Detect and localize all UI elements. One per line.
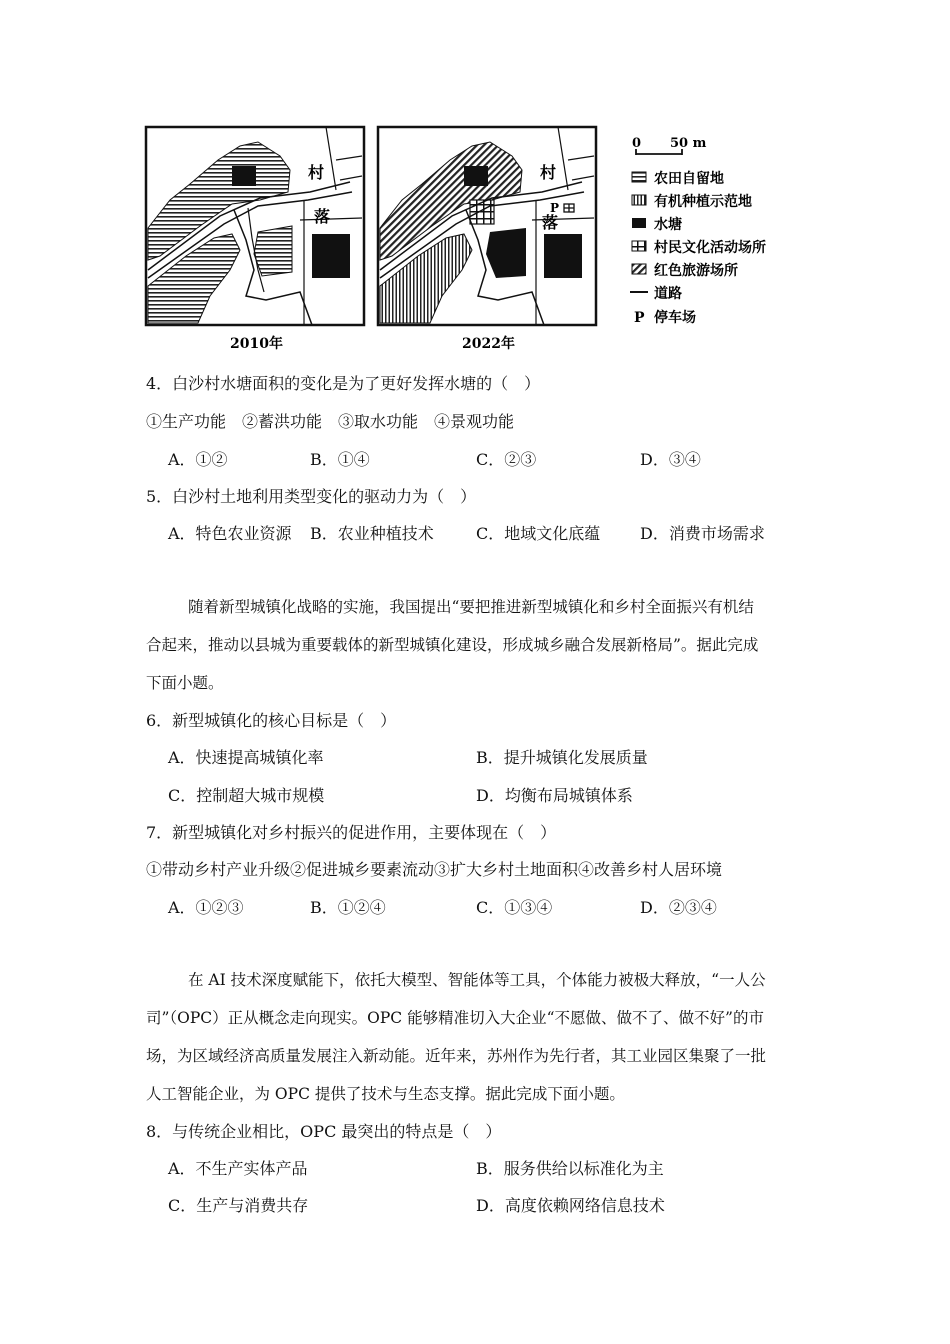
q8-option-a[interactable]: A．不生产实体产品 (168, 1159, 308, 1178)
q5-option-a[interactable]: A．特色农业资源 (168, 524, 292, 543)
legend (630, 170, 766, 326)
q6-option-c[interactable]: C．控制超大城市规模 (168, 786, 325, 805)
legend-label-farmland: 农田自留地 (654, 171, 724, 187)
q5-option-b[interactable]: B．农业种植技术 (310, 524, 434, 543)
q8-option-d[interactable]: D．高度依赖网络信息技术 (476, 1196, 665, 1215)
legend-label-tourism: 红色旅游场所 (654, 263, 738, 279)
q5-option-c[interactable]: C．地域文化底蕴 (476, 524, 601, 543)
year-label-2022: 2022年 (462, 336, 515, 352)
q7-stem: 7．新型城镇化对乡村振兴的促进作用，主要体现在（ ） (146, 823, 557, 842)
q7-option-d[interactable]: D．②③④ (640, 898, 717, 917)
pond-2010-small (232, 166, 256, 186)
village-char-luo-2010: 落 (314, 207, 331, 226)
q4-option-a[interactable]: A．①② (168, 450, 228, 469)
passage2-line-2: 司”（OPC）正从概念走向现实。OPC 能够精准切入大企业“不愿做、做不了、做不好”的市 (146, 1009, 764, 1027)
q4-items: ①生产功能 ②蓄洪功能 ③取水功能 ④景观功能 (146, 412, 515, 431)
legend-swatch-parking: P (634, 310, 645, 326)
q8-stem: 8．与传统企业相比，OPC 最突出的特点是（ ） (146, 1122, 502, 1141)
legend-swatch-tourism (632, 264, 646, 274)
legend-swatch-cultural (632, 241, 646, 251)
legend-swatch-farmland (632, 172, 646, 182)
passage2-line-1: 在 AI 技术深度赋能下，依托大模型、智能体等工具，个体能力被极大释放，“一人公 (188, 971, 766, 989)
parking-mark-2022: P (550, 201, 560, 215)
village-char-cun-2010: 村 (308, 163, 325, 182)
legend-label-cultural: 村民文化活动场所 (654, 240, 766, 256)
scale-zero: 0 (632, 136, 642, 151)
q6-stem: 6．新型城镇化的核心目标是（ ） (146, 711, 397, 730)
q4-option-d[interactable]: D．③④ (640, 450, 701, 469)
q6-option-d[interactable]: D．均衡布局城镇体系 (476, 786, 633, 805)
pond-2010-large (312, 234, 350, 278)
scale-bar (632, 136, 707, 155)
legend-swatch-pond (632, 218, 646, 228)
village-char-luo-2022: 落 (542, 213, 559, 232)
q7-option-b[interactable]: B．①②④ (310, 898, 386, 917)
legend-label-parking: 停车场 (654, 310, 696, 326)
q4-stem: 4．白沙村水塘面积的变化是为了更好发挥水塘的（ ） (146, 374, 541, 393)
passage2-line-4: 人工智能企业，为 OPC 提供了技术与生态支撑。据此完成下面小题。 (146, 1085, 625, 1103)
scale-value: 50 m (670, 136, 707, 151)
legend-label-road: 道路 (654, 286, 682, 302)
q4-option-c[interactable]: C．②③ (476, 450, 537, 469)
farmland-2010-right (254, 226, 292, 276)
q6-option-a[interactable]: A．快速提高城镇化率 (168, 748, 324, 767)
q8-option-c[interactable]: C．生产与消费共存 (168, 1196, 309, 1215)
legend-label-organic: 有机种植示范地 (654, 194, 752, 210)
q6-option-b[interactable]: B．提升城镇化发展质量 (476, 748, 648, 767)
q7-option-a[interactable]: A．①②③ (168, 898, 244, 917)
q8-option-b[interactable]: B．服务供给以标准化为主 (476, 1159, 664, 1178)
pond-2022-small (464, 166, 488, 186)
land-use-map-figure (140, 120, 766, 355)
q4-option-b[interactable]: B．①④ (310, 450, 370, 469)
passage1-line-1: 随着新型城镇化战略的实施，我国提出“要把推进新型城镇化和乡村全面振兴有机结 (188, 598, 754, 616)
q7-option-c[interactable]: C．①③④ (476, 898, 553, 917)
passage1-line-3: 下面小题。 (146, 674, 224, 692)
legend-swatch-organic (632, 195, 646, 205)
map-2010 (146, 127, 364, 325)
village-char-cun-2022: 村 (540, 163, 557, 182)
map-2022 (378, 127, 596, 325)
q5-option-d[interactable]: D．消费市场需求 (640, 524, 765, 543)
pond-2022-large (544, 234, 582, 278)
legend-label-pond: 水塘 (654, 217, 682, 233)
cultural-venue-2022 (470, 200, 494, 224)
passage2-line-3: 场，为区域经济高质量发展注入新动能。近年来，苏州作为先行者，其工业园区集聚了一批 (146, 1047, 767, 1065)
q5-stem: 5．白沙村土地利用类型变化的驱动力为（ ） (146, 487, 477, 506)
passage1-line-2: 合起来，推动以县城为重要载体的新型城镇化建设，形成城乡融合发展新格局”。据此完成 (146, 636, 759, 654)
year-label-2010: 2010年 (230, 336, 283, 352)
q7-items: ①带动乡村产业升级②促进城乡要素流动③扩大乡村土地面积④改善乡村人居环境 (146, 860, 723, 879)
